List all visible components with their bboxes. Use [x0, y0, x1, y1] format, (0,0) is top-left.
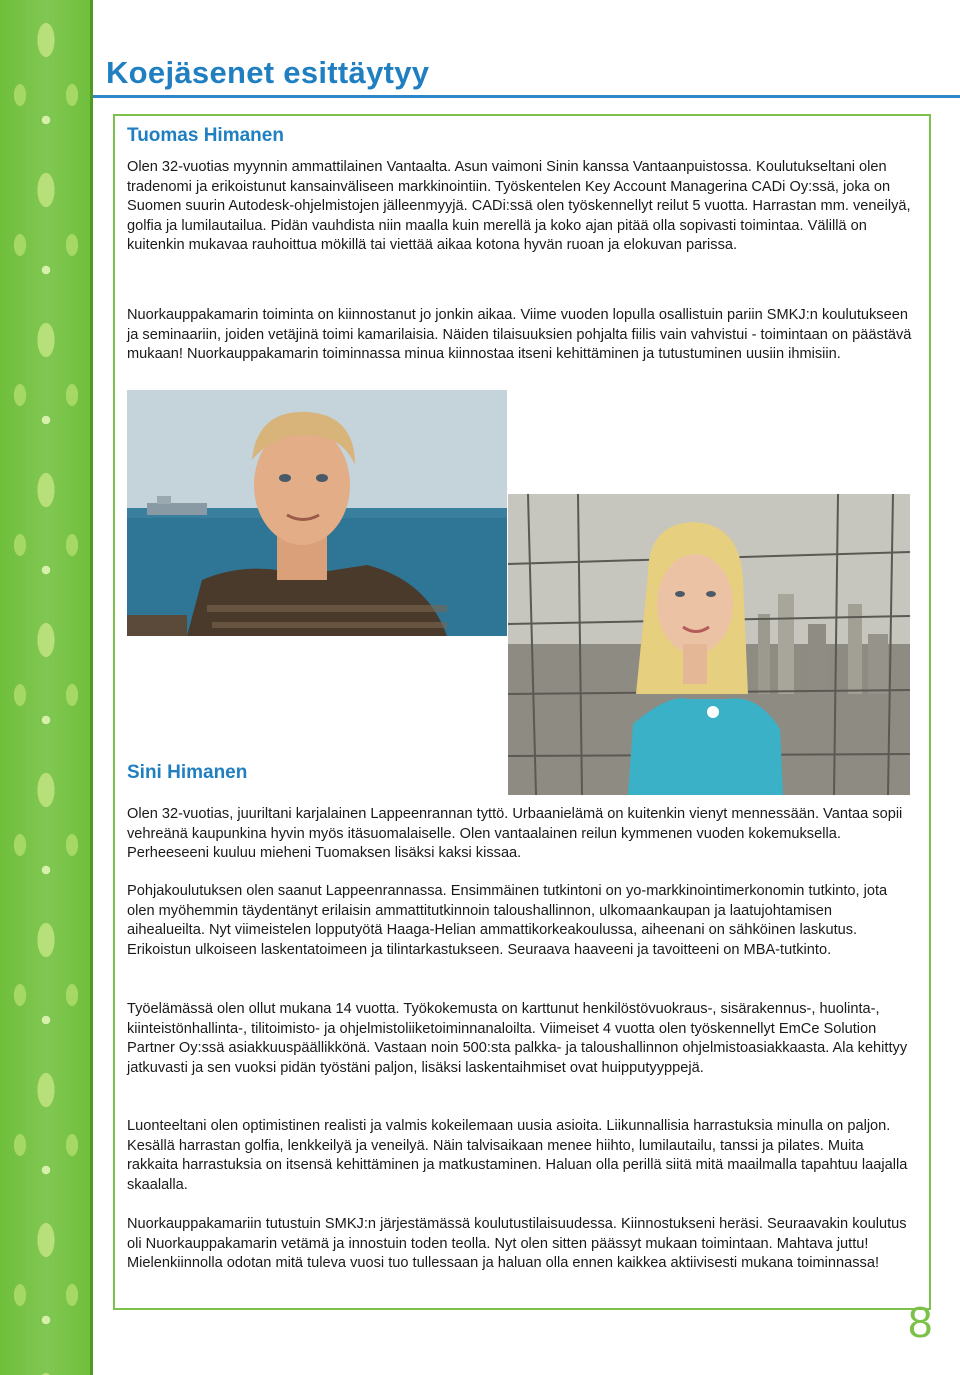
sini-photo-illustration	[508, 494, 910, 795]
tuomas-name-heading: Tuomas Himanen	[127, 125, 284, 146]
sini-name-heading: Sini Himanen	[127, 762, 248, 783]
page-number: 8	[908, 1298, 933, 1347]
tuomas-photo-illustration	[127, 390, 507, 636]
sini-paragraph-3: Työelämässä olen ollut mukana 14 vuotta. Työkokemusta on karttunut henkilöstövuokraus-, sisärakennus-, huolinta-, kiinteistönhallinta-, tilitoimisto- ja ohjelmistoliiketoiminnanaloilta. Viimeiset 4 vuotta olen työskennellyt EmCe Solution Partner Oy:ssä asiakkuuspäällikkönä. Vastaan noin 500:sta palkka- ja taloushallinnon ohjelmistoasiakkaasta. Ala kehittyy jatkuvasti ja sen vuoksi pidän työstäni paljon, lisäksi laskentaihmiset ovat huipputyyppejä.	[127, 1001, 908, 1076]
sini-paragraph-1: Olen 32-vuotias, juuriltani karjalainen Lappeenrannan tyttö. Urbaanielämä on kuitenkin vienyt mennessään. Vantaa sopii vehreänä kaupunkina hyvin myös itäsuomalaiselle. Olen vantaalainen reilun kymmenen vuoden kokemuksella. Perheeseeni kuuluu mieheni Tuomaksen lisäksi kaksi kissaa.	[127, 806, 903, 862]
tuomas-paragraph-2: Nuorkauppakamarin toiminta on kiinnostanut jo jonkin aikaa. Viime vuoden lopulla osallistuin pariin SMKJ:n koulutukseen ja seminaariin, joiden vetäjinä toimi kamarilaisia. Näiden tilaisuuksien pohjalta fiilis vain vahvistui - toimintaan on päästävä mukaan! Nuorkauppakamarin toiminnassa minua kiinnostaa itseni kehittäminen ja tutustuminen uusiin ihmisiin.	[127, 307, 912, 363]
page-title: Koejäsenet esittäytyy	[106, 55, 430, 90]
title-divider	[93, 95, 960, 98]
tuomas-photo	[127, 390, 507, 636]
tuomas-paragraph-1: Olen 32-vuotias myynnin ammattilainen Vantaalta. Asun vaimoni Sinin kanssa Vantaanpuistossa. Koulutukseltani olen tradenomi ja erikoistunut kansainväliseen markkinointiin. Työskentelen Key Account Managerina CADi Oy:ssä, joka on Suomen suurin Autodesk-ohjelmistojen jälleenmyyjä. CADi:ssä olen työskennellyt reilut 5 vuotta. Harrastan mm. veneilyä, golfia ja lumilautailua. Pidän vauhdista niin maalla kuin merellä ja koko ajan pitää olla sopivasti toimintaa. Välillä on kuitenkin mukavaa rauhoittua mökillä tai viettää aikaa kotona hyvän ruoan ja elokuvan parissa.	[127, 159, 911, 254]
sini-paragraph-4: Luonteeltani olen optimistinen realisti ja valmis kokeilemaan uusia asioita. Liikunnallisia harrastuksia minulla on paljon. Kesällä harrastan golfia, lenkkeilyä ja veneilyä. Näin talvisaikaan menee hiihto, lumilautailu, tanssi ja pilates. Muita rakkaita harrastuksia on itsensä kehittäminen ja matkustaminen. Haluan olla perillä siitä mitä maailmalla tapahtuu laajalla skaalalla.	[127, 1118, 908, 1193]
sini-paragraph-5: Nuorkauppakamariin tutustuin SMKJ:n järjestämässä koulutustilaisuudessa. Kiinnostukseni heräsi. Seuraavakin koulutus oli Nuorkauppakamarin vetämä ja innostuin toden teolla. Nyt olen sitten päässyt mukaan toimintaan. Mahtava juttu! Mielenkiinnolla odotan mitä tuleva vuosi tuo tullessaan ja haluan olla ennen kaikkea aktiivisesti mukana toiminnassa!	[127, 1216, 907, 1272]
sini-paragraph-2: Pohjakoulutuksen olen saanut Lappeenrannassa. Ensimmäinen tutkintoni on yo-markkinointimerkonomin tutkinto, jota olen myöhemmin täydentänyt erilaisin ammattitutkinnoin taloushallinnon, ulkomaankaupan ja laatujohtamisen aihealueilta. Nyt viimeistelen lopputyötä Haaga-Helian ammattikorkeakoulussa, aiheenani on sähköinen laskutus. Erikoistun ulkoiseen laskentatoimeen ja tilintarkastukseen. Seuraava haaveeni ja tavoitteeni on MBA-tutkinto.	[127, 883, 888, 958]
sini-photo	[508, 494, 910, 795]
decorative-side-pattern	[0, 0, 93, 1375]
